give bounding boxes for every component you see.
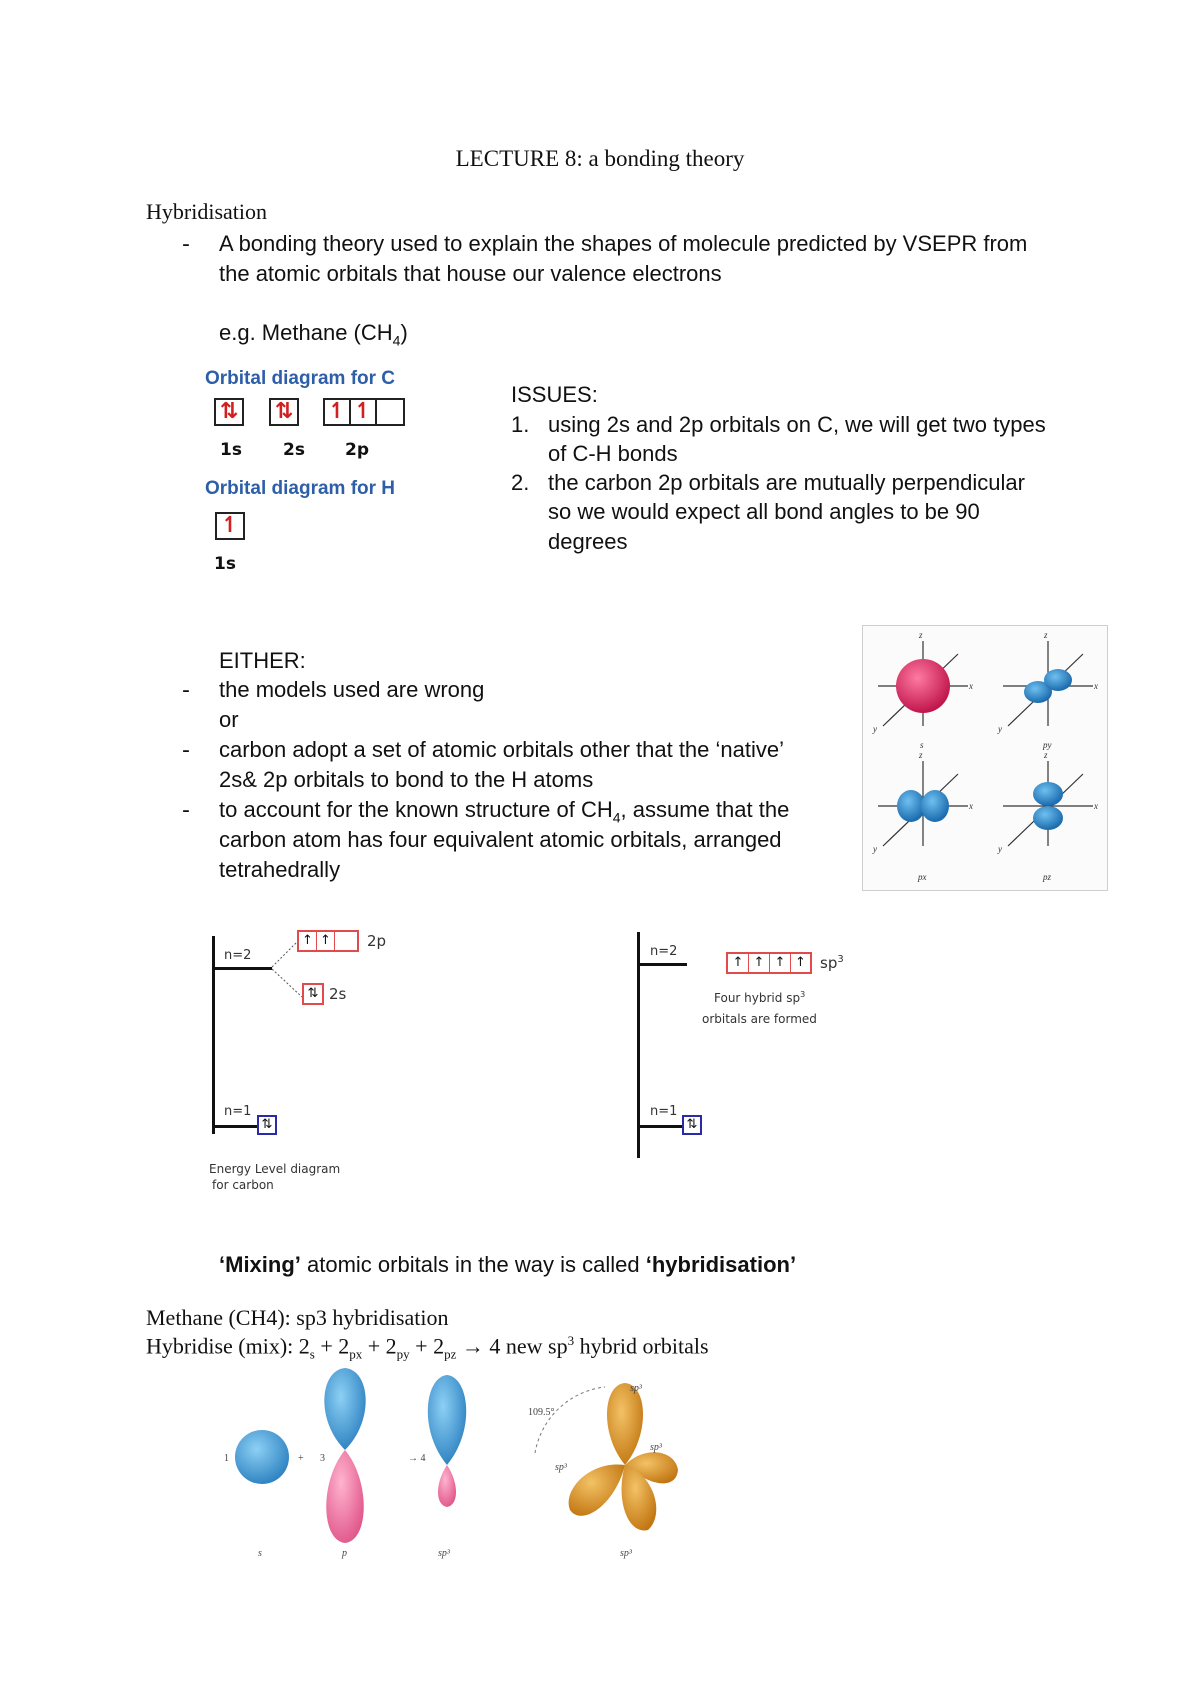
hybrid-caption-line-2: orbitals are formed [702,1012,817,1026]
hybrid-caption-line-1: Four hybrid $sp^3$ [714,990,806,1005]
either-or: or [219,707,239,732]
orbital-shapes-svg [863,626,1107,890]
label-1s: 1s [220,440,242,460]
axis-label-y: y [873,724,877,734]
page-title: LECTURE 8: a bonding theory [455,146,745,171]
arrow-4: → 4 [408,1453,426,1464]
energy-2s-box: ⇅ [302,983,324,1005]
sp3-label: sp³ [630,1383,642,1394]
caption-sp3: sp³ [438,1548,450,1559]
axis-label-z: z [919,630,923,640]
issue-1-line-1: using 2s and 2p orbitals on C, we will get two types [548,412,1046,437]
bond-angle-label: 109.5° [528,1407,555,1418]
orbital-h-heading: Orbital diagram for H [205,478,396,499]
methane-line: Methane (CH4): sp3 hybridisation [146,1305,449,1330]
level-label-n1-hybrid: n=1 [650,1104,678,1119]
hybridise-line: Hybridise (mix): $2_s + 2_{px} + 2_{py} + 2_{pz} \to 4$ new $sp^3$ hybrid orbitals [146,1333,709,1362]
either-bullet-3-line-3: tetrahedrally [219,857,341,882]
energy-level-n1 [212,1125,258,1128]
axis-label-z: z [919,750,923,760]
either-bullet-3-line-1: to account for the known structure of $CH_4$, assume that the [219,797,790,826]
sp3-lobe-small [438,1465,456,1507]
axis-label-y: y [998,724,1002,734]
axis-label-y: y [873,844,877,854]
energy-2s-label: 2s [329,985,347,1003]
caption-s: s [920,740,924,750]
axis-label-x: x [969,801,973,811]
sp3-label: sp³ [555,1462,567,1473]
issue-2-line-1: the carbon 2p orbitals are mutually perpendicular [548,470,1025,495]
coefficient-3: 3 [320,1453,325,1464]
issue-2-number: 2. [511,470,530,495]
section-heading: Hybridisation [146,199,267,224]
energy-sp3-label: $sp^3$ [820,954,844,972]
either-bullet-2-line-2: 2s& 2p orbitals to bond to the H atoms [219,767,594,792]
sp3-lobe-large [428,1375,466,1465]
issue-1-line-2: of C-H bonds [548,441,678,466]
energy-caption-line-2: for carbon [212,1178,274,1192]
p-orbital-lobe-top [324,1368,365,1450]
caption-px: px [918,872,927,882]
bullet-dash: - [182,232,190,257]
sp3-label: sp³ [650,1442,662,1453]
mixing-statement: ‘Mixing’ atomic orbitals in the way is called ‘hybridisation’ [219,1252,797,1277]
caption-pz: pz [1043,872,1052,882]
energy-1s-box-hybrid: ⇅ [682,1115,702,1135]
sp3-hybrid-lobe [569,1464,625,1515]
label-2p: 2p [345,440,369,460]
sp3-hybrid-lobe [607,1383,643,1465]
label-2s: 2s [283,440,305,460]
energy-2p-label: 2p [367,932,387,950]
plus-sign: + [298,1453,304,1464]
s-orbital-sphere [896,659,950,713]
orbital-shapes-figure [862,625,1108,891]
issues-heading: ISSUES: [511,382,598,407]
axis-label-x: x [1094,681,1098,691]
caption-sp3-tetrahedral: sp³ [620,1548,632,1559]
either-heading: EITHER: [219,648,306,673]
either-bullet-3-line-2: carbon atom has four equivalent atomic orbitals, arranged [219,827,782,852]
caption-p: p [342,1548,347,1559]
orbital-box-2p: ↿ ↿ [323,398,405,426]
level-label-n2-hybrid: n=2 [650,944,678,959]
energy-level-n2-hybrid [637,963,687,966]
intro-line-1: A bonding theory used to explain the shapes of molecule predicted by VSEPR from [219,231,1028,256]
axis-label-y: y [998,844,1002,854]
issue-1-number: 1. [511,412,530,437]
orbital-box-2s: ⇅ [269,398,299,426]
either-bullet-1: the models used are wrong [219,677,485,702]
energy-1s-box: ⇅ [257,1115,277,1135]
caption-s: s [258,1548,262,1559]
intro-line-2: the atomic orbitals that house our valence electrons [219,261,722,286]
energy-caption-line-1: Energy Level diagram [209,1162,341,1176]
axis-label-x: x [969,681,973,691]
bullet-dash: - [182,678,190,703]
axis-label-z: z [1044,630,1048,640]
orbital-box-1s: ⇅ [214,398,244,426]
energy-sp3-box: ↑ ↑ ↑ ↑ [726,952,812,974]
energy-2p-box: ↑ ↑ [297,930,359,952]
energy-level-n1-hybrid [637,1125,683,1128]
coefficient-1: 1 [224,1453,229,1464]
either-bullet-2-line-1: carbon adopt a set of atomic orbitals other that the ‘native’ [219,737,784,762]
level-label-n1: n=1 [224,1104,252,1119]
issue-2-line-3: degrees [548,529,628,554]
hybridisation-figure [210,1365,810,1565]
axis-label-z: z [1044,750,1048,760]
s-orbital-sphere [235,1430,289,1484]
energy-axis [212,936,215,1134]
orbital-box-h-1s: ↿ [215,512,245,540]
p-orbital-lobe-bottom [326,1450,364,1543]
axis-label-x: x [1094,801,1098,811]
level-label-n2: n=2 [224,948,252,963]
bullet-dash: - [182,798,190,823]
example-line: e.g. Methane $(CH_4)$ [219,320,408,349]
bullet-dash: - [182,738,190,763]
orbital-c-heading: Orbital diagram for C [205,368,396,389]
caption-py: py [1043,740,1052,750]
issue-2-line-2: so we would expect all bond angles to be 90 [548,499,980,524]
energy-level-n2 [212,967,272,970]
label-h-1s: 1s [214,554,236,574]
